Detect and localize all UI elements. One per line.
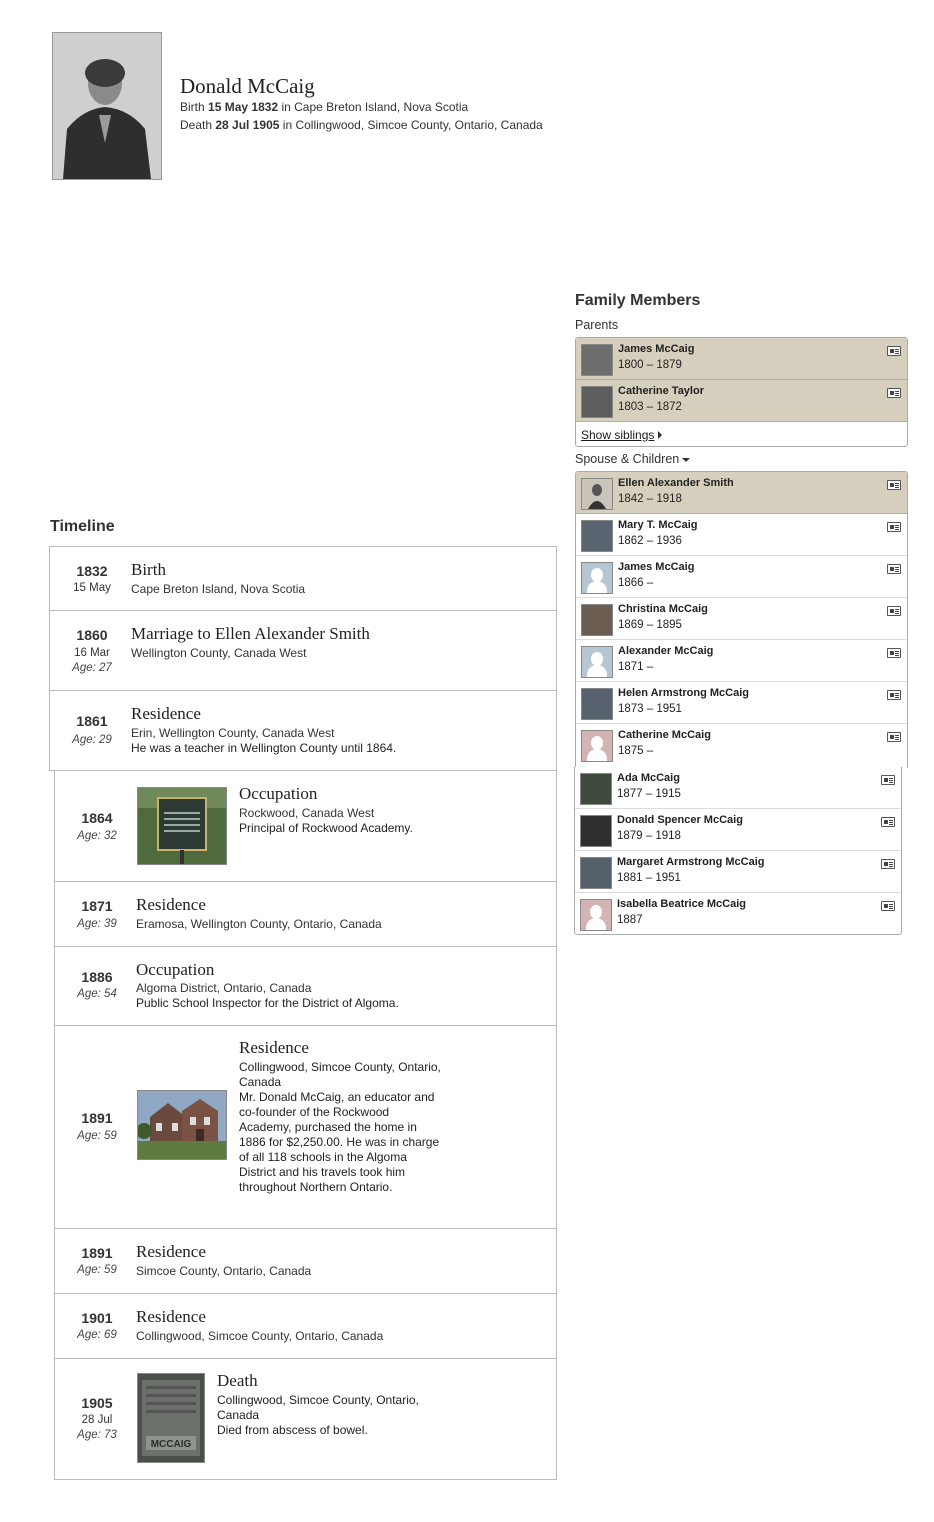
event-year: 1891 — [81, 1110, 113, 1126]
silhouette-icon — [581, 900, 611, 930]
member-dates: 1800 – 1879 — [618, 359, 682, 371]
member-photo — [580, 899, 612, 931]
family-member-row[interactable] — [576, 724, 907, 766]
member-dates: 1877 – 1915 — [617, 788, 681, 800]
person-name: Donald McCaig — [180, 74, 315, 98]
event-year: 1891 — [81, 1245, 113, 1261]
event-title: Occupation — [239, 784, 318, 803]
spouse-children-box — [575, 471, 908, 768]
event-age: Age: 32 — [77, 830, 117, 842]
event-place: Rockwood, Canada West — [239, 806, 375, 820]
event-date: 16 Mar — [74, 647, 110, 659]
timeline-event[interactable] — [54, 1228, 557, 1294]
member-name[interactable]: Ada McCaig — [617, 772, 680, 784]
event-title: Occupation — [136, 960, 215, 979]
event-place: Erin, Wellington County, Canada West — [131, 726, 335, 740]
member-name[interactable]: Mary T. McCaig — [618, 519, 698, 531]
family-member-row[interactable] — [576, 338, 907, 380]
event-year: 1860 — [76, 627, 108, 643]
event-title: Residence — [239, 1038, 309, 1057]
profile-card-icon[interactable] — [887, 480, 901, 490]
event-year: 1871 — [81, 898, 113, 914]
member-dates: 1862 – 1936 — [618, 535, 682, 547]
member-name[interactable]: Christina McCaig — [618, 603, 708, 615]
silhouette-icon — [582, 731, 612, 761]
event-year: 1901 — [81, 1310, 113, 1326]
profile-card-icon[interactable] — [887, 606, 901, 616]
member-name[interactable]: James McCaig — [618, 561, 695, 573]
event-description: Mr. Donald McCaig, an educator and co-founder of the Rockwood Academy, purchased the home in 1886 for $2,250.00. He was in charge of all 118 schools in the Algoma District and his travels took him throughout Northern Ontario. — [239, 1090, 440, 1194]
profile-card-icon[interactable] — [887, 648, 901, 658]
event-photo-gravestone[interactable] — [137, 1373, 205, 1463]
profile-card-icon[interactable] — [887, 388, 901, 398]
member-dates: 1875 – — [618, 745, 654, 757]
profile-card-icon[interactable] — [881, 859, 895, 869]
event-description: Public School Inspector for the District of Algoma. — [136, 996, 399, 1010]
timeline-heading: Timeline — [50, 518, 115, 535]
event-age: Age: 29 — [72, 734, 112, 746]
event-place: Collingwood, Simcoe County, Ontario, Canada — [217, 1393, 419, 1422]
family-members-heading: Family Members — [575, 292, 701, 309]
member-name[interactable]: Catherine Taylor — [618, 385, 704, 397]
event-place: Algoma District, Ontario, Canada — [136, 981, 312, 995]
children-box-continued — [574, 767, 902, 935]
family-member-row[interactable] — [576, 556, 907, 598]
event-age: Age: 27 — [72, 662, 112, 674]
event-place: Wellington County, Canada West — [131, 646, 307, 660]
timeline-event[interactable] — [49, 690, 557, 771]
gravestone-inscription: MCCAIG — [150, 1439, 192, 1450]
family-member-row[interactable] — [575, 893, 901, 935]
family-member-row[interactable] — [576, 682, 907, 724]
profile-card-icon[interactable] — [887, 690, 901, 700]
member-dates: 1887 — [617, 914, 643, 926]
event-title: Residence — [131, 704, 201, 723]
profile-card-icon[interactable] — [887, 564, 901, 574]
event-age: Age: 69 — [77, 1329, 117, 1341]
event-year: 1905 — [81, 1395, 113, 1411]
member-name[interactable]: Catherine McCaig — [618, 729, 711, 741]
silhouette-icon — [582, 647, 612, 677]
member-dates: 1803 – 1872 — [618, 401, 682, 413]
family-member-row[interactable] — [576, 598, 907, 640]
silhouette-icon — [582, 563, 612, 593]
spouse-children-dropdown[interactable]: Spouse & Children — [575, 452, 690, 466]
member-dates: 1879 – 1918 — [617, 830, 681, 842]
member-name[interactable]: Ellen Alexander Smith — [618, 477, 734, 489]
event-age: Age: 73 — [77, 1429, 117, 1441]
parents-box — [575, 337, 908, 447]
member-photo — [581, 386, 613, 418]
profile-portrait[interactable] — [52, 32, 162, 180]
event-date: 28 Jul — [81, 1414, 113, 1426]
member-name[interactable]: James McCaig — [618, 343, 695, 355]
event-age: Age: 39 — [77, 918, 117, 930]
profile-card-icon[interactable] — [887, 346, 901, 356]
member-name[interactable]: Isabella Beatrice McCaig — [617, 898, 747, 910]
event-description: He was a teacher in Wellington County until 1864. — [131, 741, 397, 755]
profile-card-icon[interactable] — [881, 775, 895, 785]
family-member-row[interactable] — [575, 851, 901, 893]
member-photo — [581, 646, 613, 678]
member-dates: 1873 – 1951 — [618, 703, 682, 715]
member-dates: 1866 – — [618, 577, 654, 589]
death-summary: Death 28 Jul 1905 in Collingwood, Simcoe County, Ontario, Canada — [180, 118, 543, 132]
profile-card-icon[interactable] — [881, 901, 895, 911]
member-photo — [581, 478, 613, 510]
event-title: Residence — [136, 895, 206, 914]
timeline-event[interactable] — [54, 881, 557, 947]
member-photo — [580, 773, 612, 805]
profile-card-icon[interactable] — [887, 522, 901, 532]
event-place: Collingwood, Simcoe County, Ontario, Canada — [239, 1060, 441, 1089]
family-member-row[interactable] — [576, 514, 907, 556]
member-photo — [580, 857, 612, 889]
member-dates: 1881 – 1951 — [617, 872, 681, 884]
timeline-event[interactable] — [49, 546, 557, 611]
timeline-event[interactable] — [49, 610, 557, 691]
event-title: Residence — [136, 1307, 206, 1326]
event-place: Cape Breton Island, Nova Scotia — [131, 582, 306, 596]
member-dates: 1869 – 1895 — [618, 619, 682, 631]
event-description: Principal of Rockwood Academy. — [239, 821, 413, 835]
member-dates: 1871 – — [618, 661, 654, 673]
event-place: Eramosa, Wellington County, Ontario, Canada — [136, 917, 382, 931]
event-age: Age: 59 — [77, 1130, 117, 1142]
family-member-row[interactable] — [575, 767, 901, 809]
timeline-event[interactable] — [54, 770, 557, 882]
caret-down-icon — [682, 458, 690, 462]
timeline-event[interactable] — [54, 1025, 557, 1229]
event-age: Age: 59 — [77, 1264, 117, 1276]
show-siblings-link[interactable]: Show siblings — [581, 428, 662, 442]
event-age: Age: 54 — [77, 988, 117, 1000]
event-title: Marriage to Ellen Alexander Smith — [131, 624, 370, 643]
member-photo — [581, 730, 613, 762]
event-year: 1886 — [81, 969, 113, 985]
timeline-event[interactable] — [54, 1358, 557, 1480]
profile-card-icon[interactable] — [881, 817, 895, 827]
event-photo-plaque[interactable] — [137, 787, 227, 865]
event-date: 15 May — [73, 582, 111, 594]
member-photo — [581, 604, 613, 636]
member-name[interactable]: Alexander McCaig — [618, 645, 714, 657]
family-member-row[interactable] — [576, 380, 907, 422]
timeline-event[interactable] — [54, 1293, 557, 1359]
event-place: Collingwood, Simcoe County, Ontario, Canada — [136, 1329, 384, 1343]
member-name[interactable]: Margaret Armstrong McCaig — [617, 856, 765, 868]
family-member-row[interactable] — [576, 640, 907, 682]
family-member-row[interactable] — [576, 472, 907, 514]
event-title: Residence — [136, 1242, 206, 1261]
event-title: Birth — [131, 560, 166, 579]
family-member-row[interactable] — [575, 809, 901, 851]
event-year: 1864 — [81, 810, 113, 826]
event-place: Simcoe County, Ontario, Canada — [136, 1264, 312, 1278]
member-photo — [581, 344, 613, 376]
event-year: 1861 — [76, 713, 108, 729]
member-dates: 1842 – 1918 — [618, 493, 682, 505]
timeline-event[interactable] — [54, 946, 557, 1026]
member-photo — [580, 815, 612, 847]
parents-label: Parents — [575, 318, 619, 332]
member-photo — [581, 520, 613, 552]
event-photo-house[interactable] — [137, 1090, 227, 1160]
event-year: 1832 — [76, 563, 108, 579]
caret-right-icon — [658, 431, 662, 439]
birth-summary: Birth 15 May 1832 in Cape Breton Island, Nova Scotia — [180, 100, 469, 114]
member-name[interactable]: Helen Armstrong McCaig — [618, 687, 750, 699]
profile-card-icon[interactable] — [887, 732, 901, 742]
member-photo — [581, 562, 613, 594]
member-photo — [581, 688, 613, 720]
event-title: Death — [217, 1371, 258, 1390]
member-name[interactable]: Donald Spencer McCaig — [617, 814, 743, 826]
event-description: Died from abscess of bowel. — [217, 1423, 368, 1437]
